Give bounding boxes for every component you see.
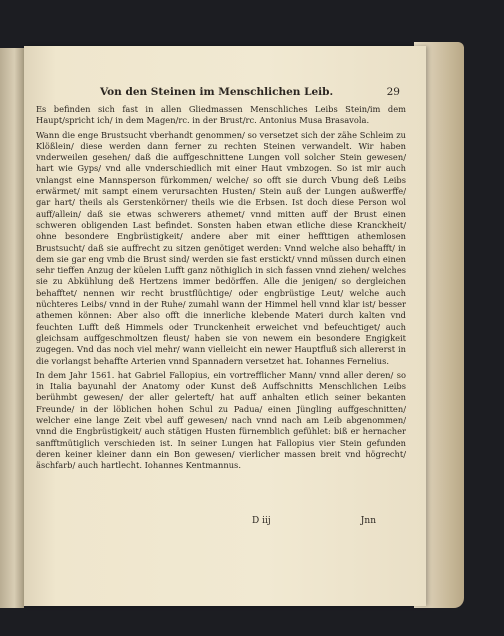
- page-body: [36, 104, 406, 472]
- running-header: [100, 86, 400, 100]
- signature-mark: D iij: [252, 516, 271, 526]
- paragraph-3: In dem Jahr 1561. hat Gabriel Fallopius, ein vortrefflicher Mann/ vnnd aller deren/ so in Italia bayunahl der Anatomy oder Kunst deß Auffschnitts Menschlichen Leibs berühmbt gewesen/ der aller gelerteft/ hat auff anhalten etlich seiner bekanten Freunde/ in der löblichen hohen Schul zu Padua/ einen Jüngling auffgeschnitten/ welcher eine lange Zeit vbel auff gewesen/ nach vnnd nach am Leib abgenommen/ vnnd die Engbrüstigkeit/ auch stätigen Husten fürnemblich gefühlet: biß er hernacher sanfftmütiglich verschieden ist. In seiner Lungen hat Fallopius vier Stein gefunden deren keiner kleiner dann ein Bon gewesen/ vierlicher massen breit vnd högrecht/ äschfarb/ auch hartlecht. Iohannes Kentmannus.: [36, 369, 406, 471]
- catchword: Jnn: [360, 516, 376, 526]
- paragraph-2: Wann die enge Brustsucht vberhandt genommen/ so versetzet sich der zähe Schleim zu Klößlein/ diese werden dann ferner zu rechten Steinen verwandelt. Wir haben vnderweilen gesehen/ daß die auffgeschnittene Lungen voll solcher Stein gewesen/ hart wie Gyps/ vnd alle vnderschiedlich mit einer Haut vmbzogen. So ist mir auch vnlangst eine Mannsperson fürkommen/ welche/ so offt sie durch Vbung deß Leibs erwärmet/ mit sampt einem verursachten Husten/ Stein auß der Lungen außwerffe/ gar hart/ theils als Gerstenkörner/ theils wie die Erbsen. Ist doch diese Person wol auff/allein/ daß sie etwas schwerers athemet/ vnnd mitten auff der Brust einen schweren obligenden Last befindet. Sonsten haben etwan etliche diese Kranckheit/ ohne besondere Engbrüstigkeit/ andere aber mit einer heffttigen athemlosen Brustsucht/ daß sie auffrecht zu sitzen genötiget werden: Vnnd welche also behafft/ in dem sie gar eng vmb die Brust sind/ werden sie fast erstickt/ vnnd müssen durch einen sehr tieffen Anzug der küelen Lufft ganz nöthiglich in sich fassen vnnd ziehen/ welches sie zu Abkühlung deß Hertzens immer bedörffen. Alle die jenigen/ so dergleichen behafftet/ nennen wir recht brustflüchtige/ oder engbrüstige Leut/ welche auch nüchteres Leibs/ vnnd in der Ruhe/ zumahl wann der Himmel hell vnnd klar ist/ besser athemen können: Aber also offt die innerliche klebende Materi durch kalten vnd feuchten Lufft deß Himmels oder Trunckenheit erweichet vnd befeuchtiget/ auch gleichsam auffgeschmoltzen fleust/ haben sie von newem ein besondere Engigkeit zugegen. Vnd das noch viel mehr/ wann vielleicht ein newer Hauptfluß sich allererst in die vorlangst behaffte Arterien vnnd Spannadern versetzet hat. Iohannes Fernelius.: [36, 129, 406, 366]
- paragraph-1: Es befinden sich fast in allen Gliedmassen Menschliches Leibs Stein/im dem Haupt/spricht ich/ in dem Magen/rc. in der Brust/rc. Antonius Musa Brasavola.: [36, 104, 406, 126]
- page-footer: [36, 516, 376, 530]
- previous-page-edge: [0, 48, 24, 608]
- running-title: Von den Steinen im Menschlichen Leib.: [100, 86, 334, 98]
- page-number: 29: [386, 86, 400, 98]
